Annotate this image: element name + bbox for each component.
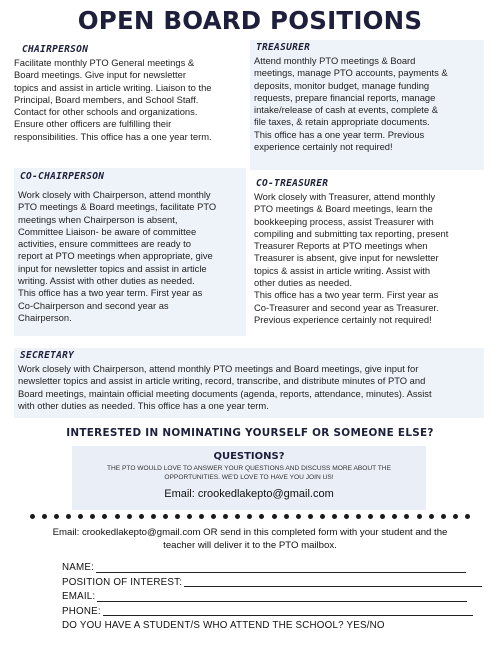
divider-dot xyxy=(90,514,95,519)
dotted-divider xyxy=(30,512,470,520)
divider-dot xyxy=(429,514,434,519)
divider-dot xyxy=(235,514,240,519)
form-phone-row xyxy=(62,605,482,620)
nominate-heading: INTERESTED IN NOMINATING YOURSELF OR SOMEONE ELSE? xyxy=(66,427,434,439)
chairperson-heading: CHAIRPERSON xyxy=(22,44,89,55)
co-chairperson-heading: CO-CHAIRPERSON xyxy=(20,171,105,182)
chairperson-description: Facilitate monthly PTO General meetings & Board meetings. Give input for newsletter topics and assist in article writing. Liaison to the Principal, Board members, and School Staff. Contact for other schools and organizations. Ensure other officers are fulfilling their responsibilities. This office has a one year term. xyxy=(14,57,212,142)
divider-dot xyxy=(199,514,204,519)
phone-field[interactable] xyxy=(103,605,473,617)
divider-dot xyxy=(247,514,252,519)
divider-dot xyxy=(78,514,83,519)
divider-dot xyxy=(42,514,47,519)
divider-dot xyxy=(465,514,470,519)
divider-dot xyxy=(211,514,216,519)
treasurer-description: Attend monthly PTO meetings & Board meetings, manage PTO accounts, payments & deposits, monitor budget, manage funding requests, prepare financial reports, manage intake/release of cash at events, complete & file taxes, & retain appropriate documents. This office has a one year term. Previous experience certainly not required! xyxy=(254,55,448,153)
co-chairperson-description: Work closely with Chairperson, attend monthly PTO meetings & Board meetings, facilitate PTO meetings when Chairperson is absent, Committee Liaison- be aware of committee activities, ensure committees are ready to report at PTO meetings when appropriate, give input for newsletter topics and assist in article writing. Assist with other duties as needed. This office has a two year term. First year as Co-Chairperson and second year as Chairperson. xyxy=(18,189,217,323)
divider-dot xyxy=(380,514,385,519)
send-instructions: Email: crookedlakepto@gmail.com OR send in this completed form with your student and the teacher will deliver it to the PTO mailbox. xyxy=(52,527,448,551)
treasurer-section xyxy=(250,40,484,170)
divider-dot xyxy=(453,514,458,519)
divider-dot xyxy=(102,514,107,519)
divider-dot xyxy=(344,514,349,519)
divider-dot xyxy=(272,514,277,519)
divider-dot xyxy=(127,514,132,519)
name-field[interactable] xyxy=(96,561,466,573)
divider-dot xyxy=(320,514,325,519)
form-phone-label: PHONE: xyxy=(62,605,101,617)
form-email-row xyxy=(62,590,482,605)
questions-box xyxy=(72,446,426,510)
form-name-label: NAME: xyxy=(62,562,95,573)
secretary-description: Work closely with Chairperson, attend monthly PTO meetings and Board meetings, give input for newsletter topics and assist in article writing, record, transcribe, and distribute minutes of PTO and Board meetings, maintain official meeting documents (agenda, reports, attendance, minutes). Assist with other duties as needed. This office has a one year term. xyxy=(18,363,432,411)
divider-dot xyxy=(441,514,446,519)
chairperson-section xyxy=(14,44,246,160)
divider-dot xyxy=(332,514,337,519)
divider-dot xyxy=(223,514,228,519)
divider-dot xyxy=(175,514,180,519)
divider-dot xyxy=(187,514,192,519)
form-email-label: EMAIL: xyxy=(62,591,96,603)
page-title: OPEN BOARD POSITIONS xyxy=(77,6,423,35)
divider-dot xyxy=(356,514,361,519)
divider-dot xyxy=(163,514,168,519)
form-position-row xyxy=(62,576,482,591)
divider-dot xyxy=(417,514,422,519)
treasurer-heading: TREASURER xyxy=(256,42,311,53)
co-treasurer-section xyxy=(250,178,484,344)
divider-dot xyxy=(308,514,313,519)
questions-heading: QUESTIONS? xyxy=(213,451,285,462)
co-treasurer-heading: CO-TREASURER xyxy=(256,178,329,189)
secretary-heading: SECRETARY xyxy=(20,350,75,361)
email-field[interactable] xyxy=(97,590,467,602)
form-student-question[interactable]: DO YOU HAVE A STUDENT/S WHO ATTEND THE SCHOOL? YES/NO xyxy=(62,620,385,632)
divider-dot xyxy=(404,514,409,519)
questions-email[interactable]: Email: crookedlakepto@gmail.com xyxy=(164,488,334,500)
co-chairperson-section xyxy=(14,168,246,336)
divider-dot xyxy=(30,514,35,519)
co-treasurer-description: Work closely with Treasurer, attend monthly PTO meetings & Board meetings, learn the bookkeeping process, assist Treasurer with compiling and submitting tax reporting, present Treasurer Reports at PTO meetings when Treasurer is absent, give input for newsletter topics & assist in article writing. Assist with other duties as needed. This office has a two year term. First year as Co-Treasurer and second year as Treasurer. Previous experience certainly not required! xyxy=(254,191,449,325)
divider-dot xyxy=(259,514,264,519)
form-student-row xyxy=(62,619,482,634)
divider-dot xyxy=(392,514,397,519)
secretary-section xyxy=(14,348,484,418)
form-name-row xyxy=(62,561,482,576)
divider-dot xyxy=(368,514,373,519)
divider-dot xyxy=(151,514,156,519)
divider-dot xyxy=(66,514,71,519)
position-field[interactable] xyxy=(184,576,482,588)
divider-dot xyxy=(139,514,144,519)
questions-text: THE PTO WOULD LOVE TO ANSWER YOUR QUESTIONS AND DISCUSS MORE ABOUT THE OPPORTUNITIES. WE'D LOVE TO HAVE YOU JOIN US! xyxy=(107,465,391,481)
divider-dot xyxy=(284,514,289,519)
divider-dot xyxy=(296,514,301,519)
divider-dot xyxy=(54,514,59,519)
nomination-form xyxy=(62,561,482,634)
form-position-label: POSITION OF INTEREST: xyxy=(62,576,183,588)
divider-dot xyxy=(115,514,120,519)
